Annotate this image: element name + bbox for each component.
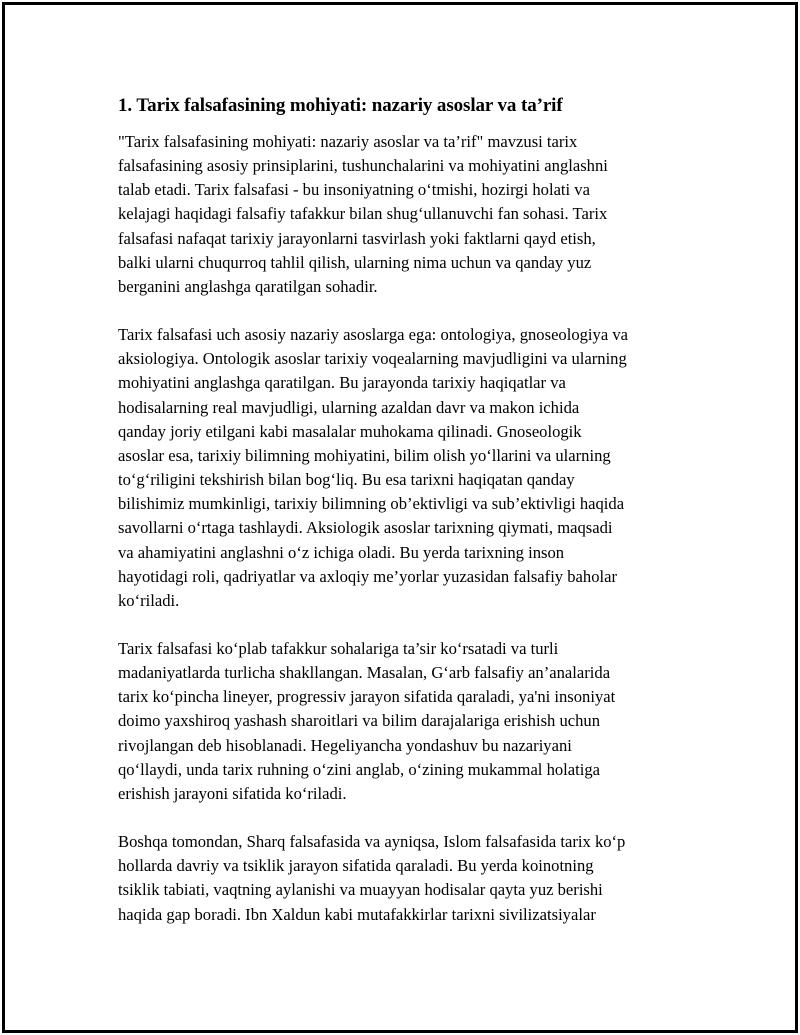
paragraph-3 [118, 637, 688, 806]
paragraph-1 [118, 130, 688, 299]
document-body [118, 93, 688, 951]
text-line: haqida gap boradi. Ibn Xaldun kabi mutafakkirlar tarixni sivilizatsiyalar [118, 904, 596, 924]
text-line: tarix ko‘pincha lineyer, progressiv jarayon sifatida qaraladi, ya'ni insoniyat [118, 687, 616, 707]
text-line: hayotidagi roli, qadriyatlar va axloqiy me’yorlar yuzasidan falsafiy baholar [118, 566, 618, 586]
text-line: Tarix falsafasi uch asosiy nazariy asoslarga ega: ontologiya, gnoseologiya va [118, 325, 629, 345]
text-line: falsafasining asosiy prinsiplarini, tushunchalarini va mohiyatini anglashni [118, 156, 608, 176]
text-line: va ahamiyatini anglashni o‘z ichiga oladi. Bu yerda tarixning inson [118, 542, 565, 562]
text-line: tsiklik tabiati, vaqtning aylanishi va muayyan hodisalar qayta yuz berishi [118, 880, 603, 900]
paragraph-4 [118, 830, 688, 927]
text-line: doimo yaxshiroq yashash sharoitlari va bilim darajalariga erishish uchun [118, 711, 601, 731]
text-line: hodisalarning real mavjudligi, ularning azaldan davr va makon ichida [118, 397, 580, 417]
text-line: rivojlangan deb hisoblanadi. Hegeliyancha yondashuv bu nazariyani [118, 735, 572, 755]
text-line: to‘g‘riligini tekshirish bilan bog‘liq. Bu esa tarixni haqiqatan qanday [118, 470, 575, 490]
text-line: savollarni o‘rtaga tashlaydi. Aksiologik asoslar tarixning qiymati, maqsadi [118, 518, 613, 538]
text-line: erishish jarayoni sifatida ko‘riladi. [118, 783, 347, 803]
text-line: Boshqa tomondan, Sharq falsafasida va ayniqsa, Islom falsafasida tarix ko‘p [118, 832, 626, 852]
text-line: hollarda davriy va tsiklik jarayon sifatida qaraladi. Bu yerda koinotning [118, 856, 594, 876]
text-line: falsafasi nafaqat tarixiy jarayonlarni tasvirlash yoki faktlarni qayd etish, [118, 228, 596, 248]
text-line: ko‘riladi. [118, 590, 180, 610]
text-line: qo‘llaydi, unda tarix ruhning o‘zini anglab, o‘zining mukammal holatiga [118, 759, 601, 779]
text-line: kelajagi haqidagi falsafiy tafakkur bilan shug‘ullanuvchi fan sohasi. Tarix [118, 204, 608, 224]
text-line: asoslar esa, tarixiy bilimning mohiyatini, bilim olish yo‘llarini va ularning [118, 445, 611, 465]
text-line: talab etadi. Tarix falsafasi - bu insoniyatning o‘tmishi, hozirgi holati va [118, 180, 590, 200]
section-title: 1. Tarix falsafasining mohiyati: nazariy asoslar va ta’rif [118, 95, 563, 116]
text-line: "Tarix falsafasining mohiyati: nazariy asoslar va ta’rif" mavzusi tarix [118, 132, 578, 151]
text-line: mohiyatini anglashga qaratilgan. Bu jarayonda tarixiy haqiqatlar va [118, 373, 566, 393]
text-line: madaniyatlarda turlicha shakllangan. Masalan, G‘arb falsafiy an’analarida [118, 663, 611, 683]
text-line: Tarix falsafasi ko‘plab tafakkur sohalariga ta’sir ko‘rsatadi va turli [118, 638, 559, 658]
text-line: bilishimiz mumkinligi, tarixiy bilimning ob’ektivligi va sub’ektivligi haqida [118, 494, 625, 514]
text-line: qanday joriy etilgani kabi masalalar muhokama qilinadi. Gnoseologik [118, 421, 582, 441]
text-line: aksiologiya. Ontologik asoslar tarixiy voqealarning mavjudligini va ularning [118, 349, 627, 369]
text-line: berganini anglashga qaratilgan sohadir. [118, 276, 378, 296]
text-line: balki ularni chuqurroq tahlil qilish, ularning nima uchun va qanday yuz [118, 252, 592, 272]
paragraph-2 [118, 323, 688, 613]
